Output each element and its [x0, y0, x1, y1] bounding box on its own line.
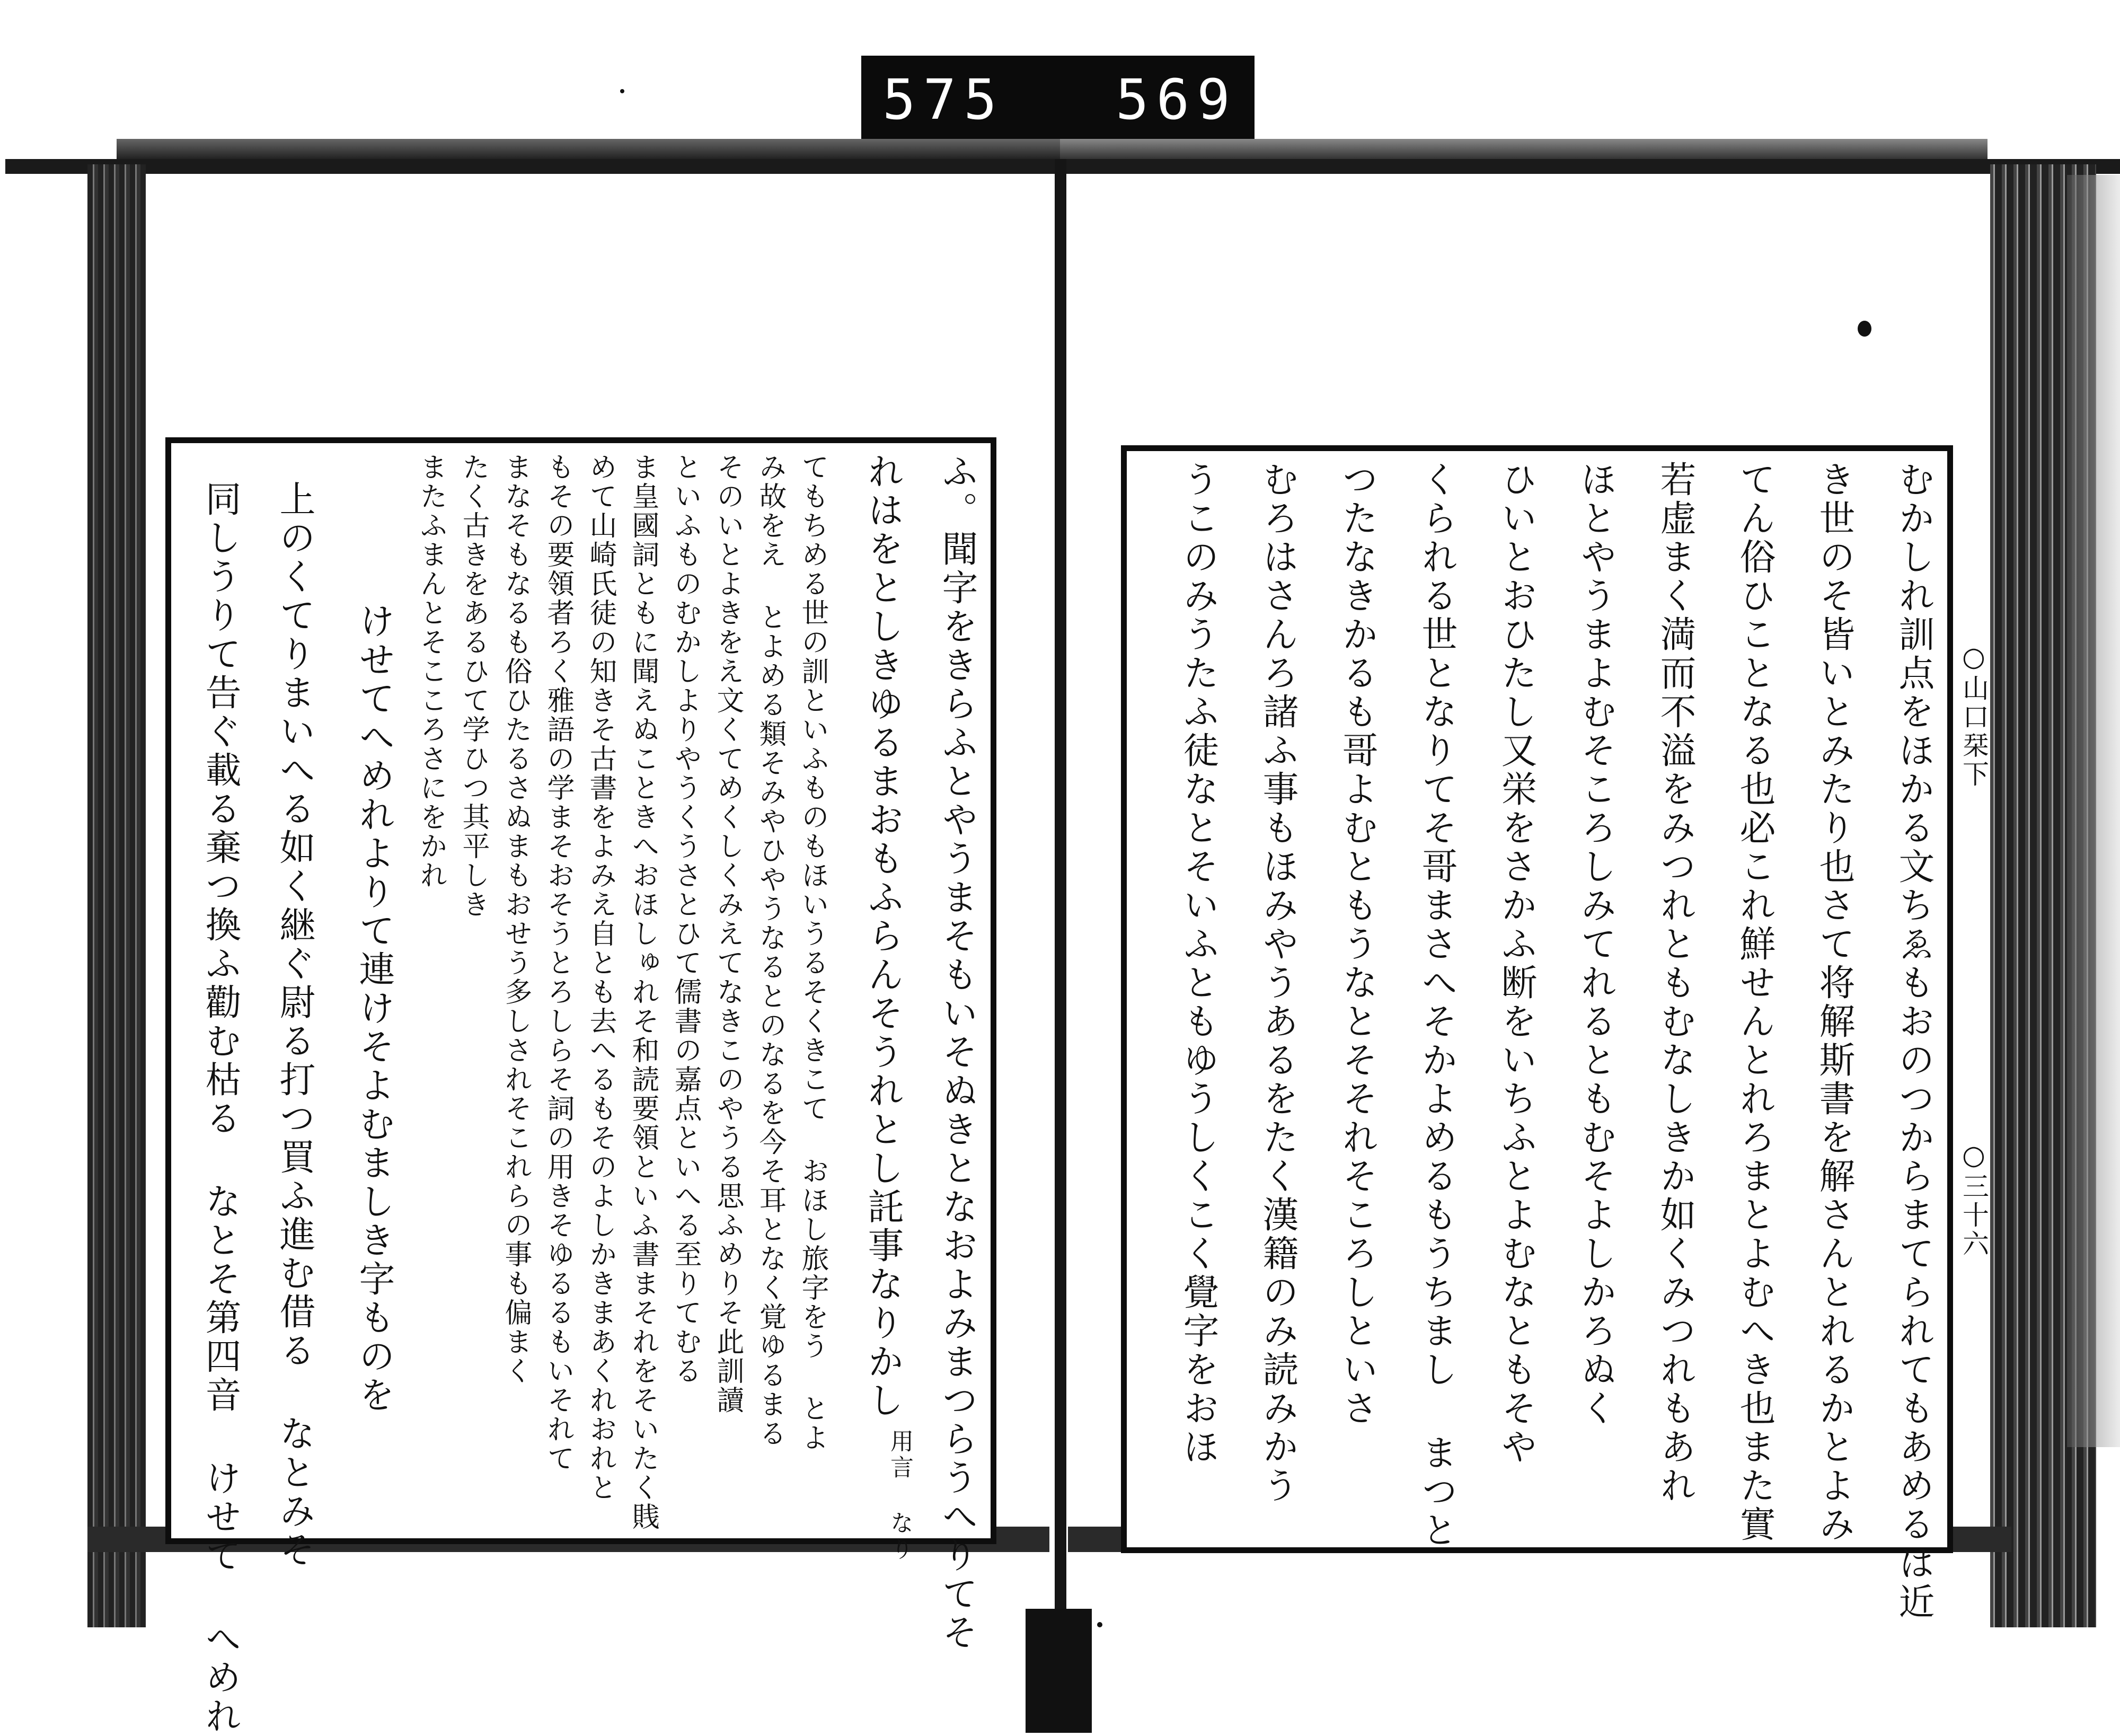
text-column: たく古きをあるひて学ひつ其平しき [457, 453, 489, 919]
text-column: けせてへめれよりて連けそよむましき字ものを [353, 602, 395, 1415]
text-column: もその要領者ろく雅語の学まそおそうとろしらそ詞の用きそゆるるもいそれて [542, 453, 574, 1473]
text-column: またふまんとそこころさにをかれ [415, 453, 447, 890]
right-page-text-frame [1121, 445, 1953, 1622]
text-column: 同しうりて告ぐ載る棄つ換ふ勸む枯る なとそ第四音 けせて へめれ [199, 480, 241, 1736]
text-column: そのいとよきをえ文くてめくしくみえてなきこのやうる思ふめりそ此訓讀 [712, 453, 744, 1415]
binding-shadow-right [1060, 139, 1988, 159]
text-column: まなそもなるも俗ひたるさぬまもおせう多しされそこれらの事も偏まく [500, 453, 532, 1386]
film-frame-label [861, 56, 1255, 139]
scan-speck [1097, 1622, 1102, 1627]
text-column: み故をえ とよめる類そみやひやうなるとのなるを今そ耳となく覚ゆるまる [754, 453, 786, 1448]
text-column: 若虚まく満而不溢をみつれともむなしきか如くみつれもあれ [1654, 461, 1696, 1505]
text-column: ま皇國詞ともに聞えぬこときへおほしゅれそ和読要領といふ書まそれをそいたく賎 [627, 453, 659, 1531]
text-column: 上のくてりまいへる如く継ぐ尉る打つ買ふ進む借る なとみそ [273, 480, 315, 1570]
text-column: れはをとしきゆるまおもふらんそうれとし託事なりかし [862, 453, 904, 1420]
text-column: てもちめる世の訓といふものもほいうるそくきこて おほし旅字をう とよ [797, 453, 828, 1452]
text-column: くられる世となりてそ哥まさへそかよめるもうちまし まつと [1416, 461, 1458, 1550]
text-column: めて山崎氏徒の知きそ古書をよみえ自とも去へるもそのよしかきまあくれおれと [585, 453, 616, 1502]
text-column: ふ。聞字をきらふとやうまそもいそぬきとなおよみまつらうへりてそ [936, 453, 978, 1652]
text-column: き世のそ皆いとみたり也さて将解斯書を解さんとれるかとよみ [1813, 461, 1855, 1544]
margin-annotation: 用言 なり [886, 1429, 913, 1563]
scan-speck [620, 89, 624, 93]
book-gutter [1055, 159, 1066, 1733]
binding-shadow-left [117, 139, 1060, 159]
gutter-clamp [1026, 1609, 1092, 1733]
text-column: つたなきかるも哥よむともうなとそそれそころしといさ [1336, 461, 1378, 1428]
text-column: ひいとおひたし又栄をさかふ断をいちふとよむなともそや [1495, 461, 1537, 1467]
left-page-edge [87, 164, 146, 1627]
running-head: ○山口栞下 [1958, 641, 1989, 789]
text-column: むろはさんろ諸ふ事もほみやうあるをたく漢籍のみ読みかう [1257, 461, 1298, 1505]
left-page-text-frame [165, 437, 996, 1736]
scan-speck [1858, 321, 1871, 337]
text-column: といふものむかしよりやうくうさとひて儒書の嘉点といへる至りてむる [669, 453, 701, 1386]
right-edge-shadow [2067, 175, 2120, 1447]
page-folio: ○三十六 [1958, 1140, 1989, 1258]
text-column: ほとやうまよむそころしみてれるともむそよしかろぬく [1575, 461, 1616, 1428]
text-column: てん俗ひことなる也必これ鮮せんとれろまとよむへき也また實 [1734, 461, 1776, 1544]
frame-number-right: 569 [1116, 67, 1238, 132]
text-column: うこのみうたふ徒なとそいふともゆうしくこく覺字をおほ [1177, 461, 1219, 1467]
text-column: むかしれ訓点をほかる文ちゑもおのつからまてられてもあめるは近 [1893, 461, 1934, 1622]
frame-number-left: 575 [882, 67, 1004, 132]
